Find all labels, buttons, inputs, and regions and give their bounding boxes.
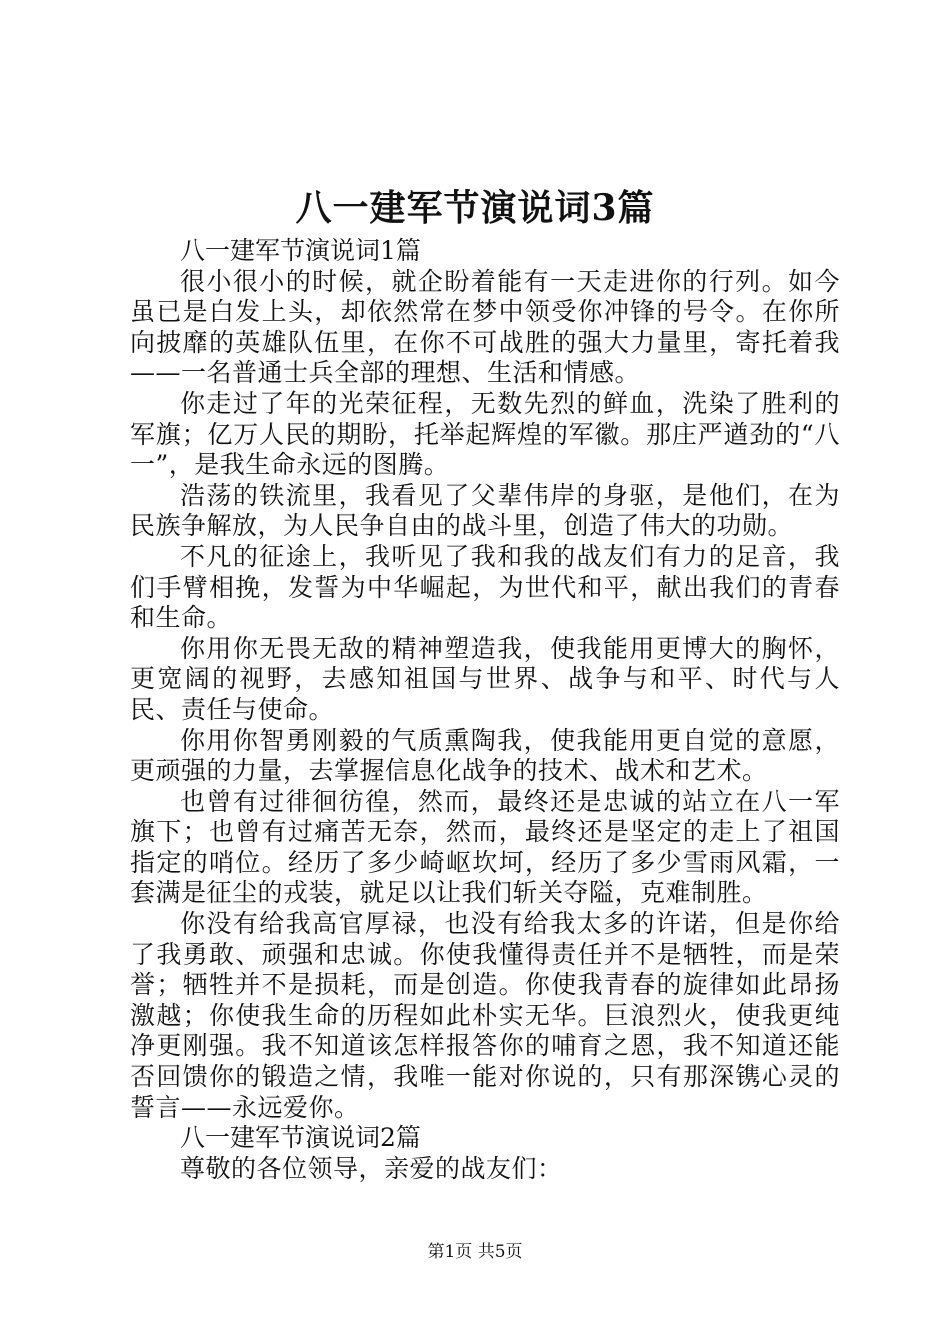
paragraph: 不凡的征途上，我听见了我和我的战友们有力的足音，我们手臂相挽，发誓为中华崛起，为世代和平，献出我们的青春和生命。 [130,541,840,633]
paragraph: 你用你智勇刚毅的气质熏陶我，使我能用更自觉的意愿，更顽强的力量，去掌握信息化战争的技术、战术和艺术。 [130,725,840,786]
paragraph: 尊敬的各位领导，亲爱的战友们： [180,1153,563,1183]
paragraph: 浩荡的铁流里，我看见了父辈伟岸的身驱，是他们，在为民族争解放，为人民争自由的战斗里，创造了伟大的功勋。 [130,480,840,541]
paragraph: 很小很小的时候，就企盼着能有一天走进你的行列。如今虽已是白发上头，却依然常在梦中领受你冲锋的号令。在你所向披靡的英雄队伍里，在你不可战胜的强大力量里，寄托着我——一名普通士兵全部的理想、生活和情感。 [130,266,840,388]
paragraph: 你走过了年的光荣征程，无数先烈的鲜血，洗染了胜利的军旗；亿万人民的期盼，托举起辉煌的军徽。那庄严遒劲的“八一”，是我生命永远的图腾。 [130,388,840,480]
paragraph: 你没有给我高官厚禄，也没有给我太多的许诺，但是你给了我勇敢、顽强和忠诚。你使我懂得责任并不是牺牲，而是荣誉；牺牲并不是损耗，而是创造。你使我青春的旋律如此昂扬激越；你使我生命的历程如此朴实无华。巨浪烈火，使我更纯净更刚强。我不知道该怎样报答你的哺育之恩，我不知道还能否回馈你的锻造之情，我唯一能对你说的，只有那深镌心灵的誓言——永远爱你。 [130,909,840,1122]
page-footer: 第1页 共5页 [427,1242,523,1262]
paragraph: 你用你无畏无敌的精神塑造我，使我能用更博大的胸怀，更宽阔的视野，去感知祖国与世界、战争与和平、时代与人民、责任与使命。 [130,633,840,724]
section-heading-2: 八一建军节演说词2篇 [180,1123,421,1153]
section-heading-1: 八一建军节演说词1篇 [180,236,421,265]
paragraph: 也曾有过徘徊彷徨，然而，最终还是忠诚的站立在八一军旗下；也曾有过痛苦无奈，然而，最终还是坚定的走上了祖国指定的哨位。经历了多少崎岖坎坷，经历了多少雪雨风霜，一套满是征尘的戎装，就足以让我们斩关夺隘，克难制胜。 [130,786,840,908]
document-body [130,236,840,1184]
document-title: 八一建军节演说词3篇 [295,187,655,229]
